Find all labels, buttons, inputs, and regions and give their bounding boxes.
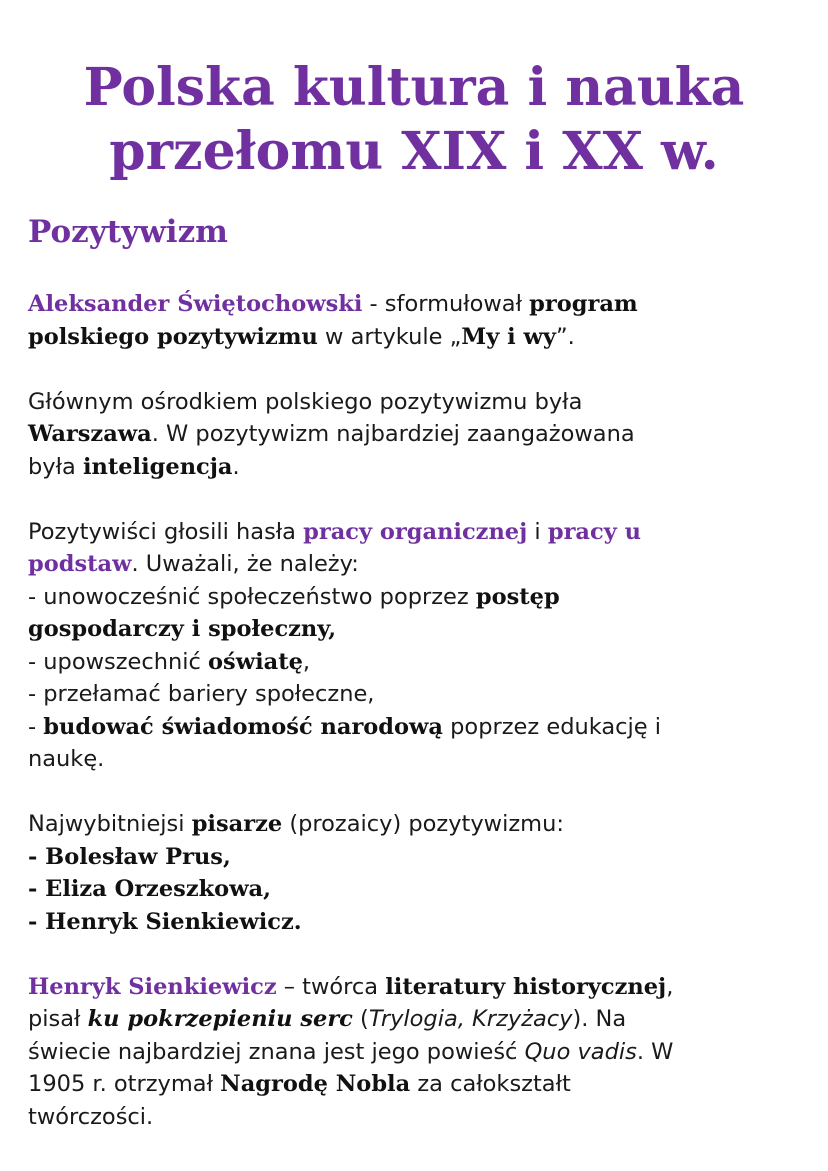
writer-list-item: - Bolesław Prus, bbox=[28, 843, 231, 870]
person-name: Henryk Sienkiewicz bbox=[28, 973, 277, 1000]
title-line-1: Polska kultura i nauka bbox=[83, 57, 745, 118]
bold-text: polskiego pozytywizmu bbox=[28, 323, 318, 350]
list-item: - przełamać bariery społeczne, bbox=[28, 681, 375, 707]
bold-text: budować świadomość narodową bbox=[43, 713, 443, 740]
bold-text: gospodarczy i społeczny, bbox=[28, 616, 337, 642]
text-line: Głównym ośrodkiem polskiego pozytywizmu była bbox=[28, 388, 583, 415]
italic-text: Quo vadis bbox=[524, 1038, 637, 1065]
list-item: - unowocześnić społeczeństwo poprzez bbox=[28, 583, 476, 610]
bold-text: pisarze bbox=[191, 811, 283, 837]
list-item: - bbox=[28, 713, 44, 740]
bold-text: postęp bbox=[475, 583, 560, 610]
title-line-2: przełomu XIX i XX w. bbox=[109, 121, 719, 182]
text: 1905 r. otrzymał bbox=[28, 1071, 221, 1097]
page-title bbox=[0, 0, 828, 184]
bold-text: inteligencja bbox=[82, 453, 233, 480]
paragraph-pisarze bbox=[28, 808, 808, 938]
text: i bbox=[527, 518, 548, 545]
paragraph-praca-organiczna bbox=[28, 516, 808, 776]
text-line: naukę. bbox=[28, 746, 105, 772]
text: poprzez edukację i bbox=[443, 713, 662, 740]
text: . W pozytywizm najbardziej zaangażowana bbox=[151, 421, 635, 447]
text: , bbox=[302, 648, 311, 675]
italic-text: Trylogia, Krzyżacy bbox=[368, 1006, 573, 1032]
text: ( bbox=[352, 1006, 369, 1032]
person-name: Aleksander Świętochowski bbox=[28, 291, 363, 317]
highlight-term: pracy u bbox=[547, 518, 641, 545]
text: . bbox=[232, 453, 240, 480]
writer-list-item: - Henryk Sienkiewicz. bbox=[28, 908, 302, 935]
document-body bbox=[28, 288, 808, 1166]
text: (prozaicy) pozytywizmu: bbox=[282, 811, 564, 837]
text: - sformułował bbox=[362, 291, 530, 317]
text: za całokształt bbox=[410, 1071, 571, 1097]
text: świecie najbardziej znana jest jego powieść bbox=[28, 1038, 525, 1065]
text: była bbox=[28, 453, 83, 480]
bold-text: oświatę bbox=[208, 648, 303, 675]
bold-text: program bbox=[529, 291, 638, 317]
writer-list-item: - Eliza Orzeszkowa, bbox=[28, 876, 271, 902]
paragraph-warszawa bbox=[28, 386, 808, 484]
text: ”. bbox=[555, 323, 575, 350]
bold-text: literatury historycznej bbox=[385, 973, 667, 1000]
article-title: My i wy bbox=[461, 323, 556, 350]
bold-italic-text: ku pokrzepieniu serc bbox=[87, 1006, 353, 1032]
text: . Uważali, że należy: bbox=[131, 551, 359, 577]
bold-text: Nagrodę Nobla bbox=[220, 1071, 411, 1097]
highlight-term: podstaw bbox=[28, 551, 132, 577]
text: pisał bbox=[28, 1006, 88, 1032]
paragraph-sienkiewicz bbox=[28, 971, 808, 1134]
section-heading: Pozytywizm bbox=[28, 214, 228, 250]
bold-text: Warszawa bbox=[28, 421, 152, 447]
text: . W bbox=[636, 1038, 674, 1065]
text: Pozytywiści głosili hasła bbox=[28, 518, 304, 545]
highlight-term: pracy organicznej bbox=[303, 518, 528, 545]
list-item: - upowszechnić bbox=[28, 648, 209, 675]
paragraph-swietochowski bbox=[28, 288, 808, 353]
text: w artykule „ bbox=[317, 323, 462, 350]
text: Najwybitniejsi bbox=[28, 811, 192, 837]
text: ). Na bbox=[572, 1006, 627, 1032]
text: , bbox=[666, 973, 674, 1000]
text: – twórca bbox=[276, 973, 386, 1000]
text-line: twórczości. bbox=[28, 1103, 154, 1130]
